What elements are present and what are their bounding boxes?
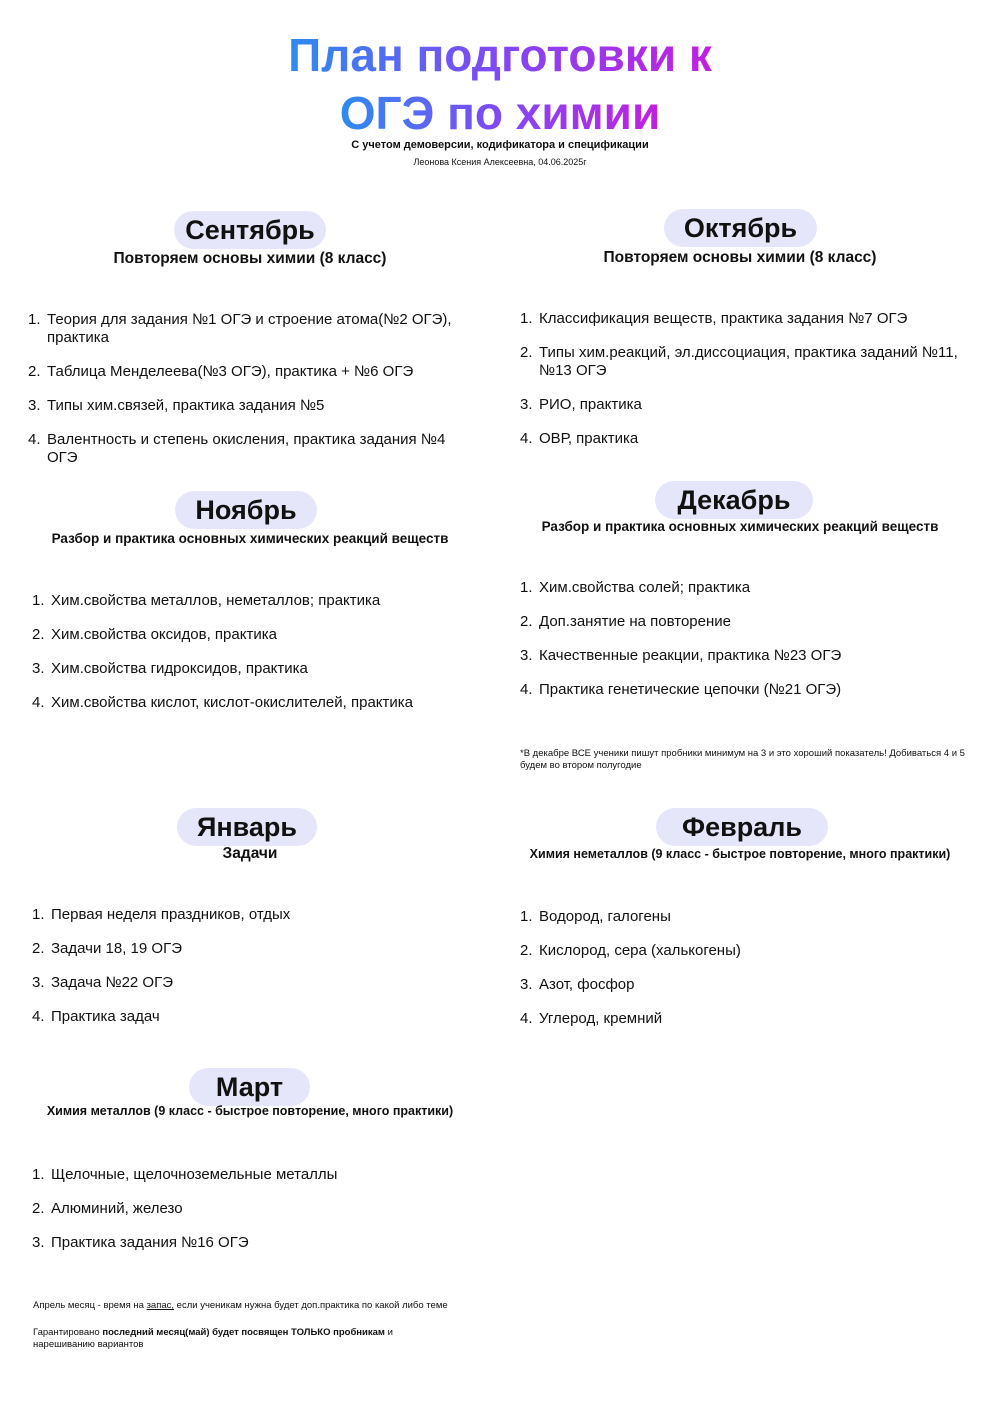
month-march-heading: Март (189, 1068, 310, 1106)
list-item: 4. Практика генетические цепочки (№21 ОГЭ) (520, 681, 842, 698)
list-item: 3. Типы хим.связей, практика задания №5 (28, 397, 325, 414)
list-item: 2. Задачи 18, 19 ОГЭ (32, 940, 182, 957)
april-note: Апрель месяц - время на запас, если ученикам нужна будет доп.практика по какой либо теме (33, 1300, 448, 1311)
month-february-subtitle: Химия неметаллов (9 класс - быстрое повторение, много практики) (529, 847, 951, 861)
list-item: 1. Водород, галогены (520, 908, 671, 925)
month-december-subtitle: Разбор и практика основных химических реакций веществ (541, 519, 939, 534)
list-item: 2. Кислород, сера (халькогены) (520, 942, 741, 959)
december-note: *В декабре ВСЕ ученики пишут пробники минимум на 3 и это хороший показатель! Добиваться 4 и 5 будем во втором полугодие (520, 748, 965, 771)
month-october-subtitle: Повторяем основы химии (8 класс) (603, 249, 877, 266)
list-item: 1. Теория для задания №1 ОГЭ и строение атома(№2 ОГЭ), практика (28, 311, 452, 346)
month-october-list (520, 310, 960, 464)
list-item: 4. ОВР, практика (520, 430, 639, 447)
list-item: 2. Доп.занятие на повторение (520, 613, 731, 630)
month-january-heading: Январь (177, 808, 317, 846)
title-line-2: ОГЭ по химии (339, 87, 661, 139)
list-item: 4. Практика задач (32, 1008, 160, 1025)
title-line-1: План подготовки к (288, 29, 712, 81)
month-february-list (520, 908, 960, 1044)
month-january-list (32, 906, 482, 1042)
list-item: 1. Первая неделя праздников, отдых (32, 906, 291, 923)
list-item: 2. Таблица Менделеева(№3 ОГЭ), практика + №6 ОГЭ (28, 363, 414, 380)
list-item: 3. Практика задания №16 ОГЭ (32, 1234, 249, 1251)
month-november-subtitle: Разбор и практика основных химических реакций веществ (51, 531, 449, 546)
list-item: 2. Типы хим.реакций, эл.диссоциация, практика заданий №11, №13 ОГЭ (520, 344, 958, 379)
month-november-list (32, 592, 482, 728)
list-item: 2. Алюминий, железо (32, 1200, 183, 1217)
list-item: 4. Хим.свойства кислот, кислот-окислителей, практика (32, 694, 414, 711)
list-item: 1. Классификация веществ, практика задания №7 ОГЭ (520, 310, 908, 327)
month-december-list (520, 579, 960, 715)
list-item: 1. Щелочные, щелочноземельные металлы (32, 1166, 338, 1183)
month-october-heading: Октябрь (664, 209, 817, 247)
list-item: 3. Азот, фосфор (520, 976, 635, 993)
list-item: 3. Качественные реакции, практика №23 ОГЭ (520, 647, 842, 664)
list-item: 4. Валентность и степень окисления, практика задания №4 ОГЭ (28, 431, 446, 466)
may-note: Гарантировано последний месяц(май) будет посвящен ТОЛЬКО пробникам и нарешиванию вариантов (33, 1327, 393, 1350)
list-item: 3. Задача №22 ОГЭ (32, 974, 174, 991)
page-title (0, 26, 1000, 142)
month-march-list (32, 1166, 482, 1268)
list-item: 3. РИО, практика (520, 396, 642, 413)
may-note-bold: последний месяц(май) будет посвящен ТОЛЬКО пробникам (102, 1327, 385, 1338)
reserve-link-text: запас, (146, 1300, 175, 1311)
month-september-subtitle: Повторяем основы химии (8 класс) (113, 250, 387, 267)
list-item: 1. Хим.свойства солей; практика (520, 579, 751, 596)
month-march-subtitle: Химия металлов (9 класс - быстрое повторение, много практики) (46, 1104, 454, 1118)
list-item: 4. Углерод, кремний (520, 1010, 663, 1027)
list-item: 2. Хим.свойства оксидов, практика (32, 626, 277, 643)
month-september-list (28, 311, 478, 483)
month-february-heading: Февраль (656, 808, 828, 846)
month-november-heading: Ноябрь (175, 491, 317, 529)
month-january-subtitle: Задачи (222, 845, 278, 862)
month-september-heading: Сентябрь (174, 211, 326, 249)
list-item: 3. Хим.свойства гидроксидов, практика (32, 660, 308, 677)
page-subtitle: С учетом демоверсии, кодификатора и спецификации (351, 139, 649, 151)
list-item: 1. Хим.свойства металлов, неметаллов; практика (32, 592, 381, 609)
month-december-heading: Декабрь (655, 481, 813, 519)
author-line: Леонова Ксения Алексеевна, 04.06.2025г (413, 157, 587, 167)
